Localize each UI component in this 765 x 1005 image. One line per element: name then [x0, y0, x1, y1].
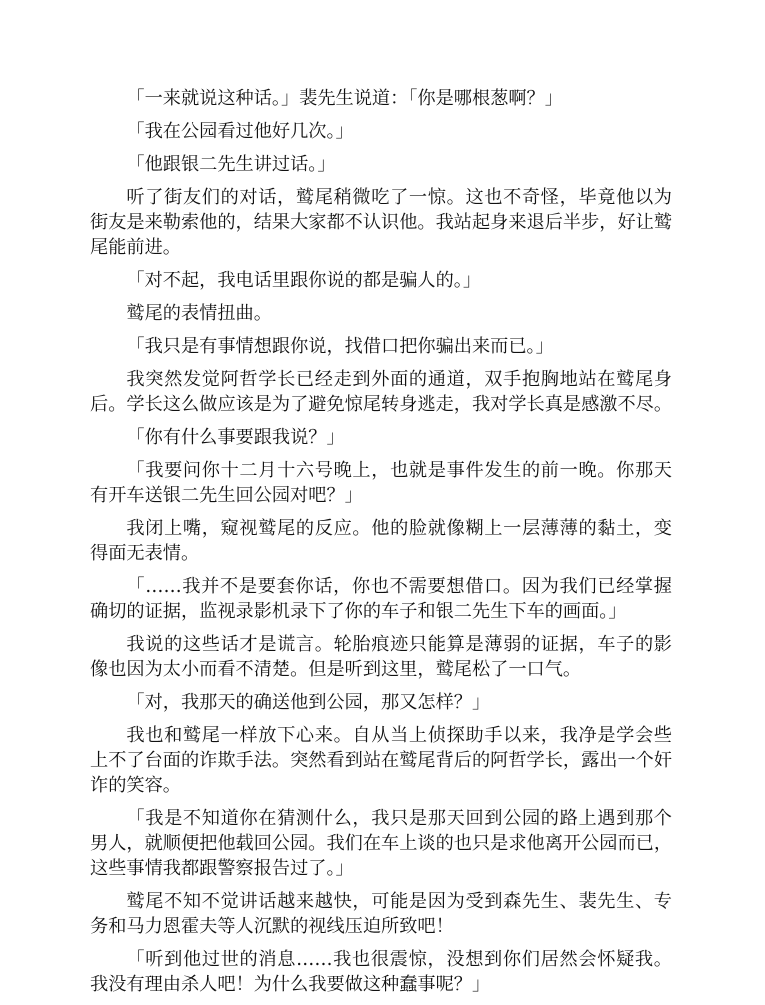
paragraph: 我也和鹫尾一样放下心来。自从当上侦探助手以来，我净是学会些上不了台面的诈欺手法。突然看到站在鹫尾背后的阿哲学长，露出一个奸诈的笑容。	[90, 725, 673, 796]
paragraph: 「对，我那天的确送他到公园，那又怎样？」	[126, 692, 491, 713]
paragraph: 「我在公园看过他好几次。」	[126, 121, 354, 142]
paragraph: 「他跟银二先生讲过话。」	[126, 154, 336, 175]
paragraph: 「我只是有事情想跟你说，找借口把你骗出来而已。」	[126, 336, 554, 357]
paragraph: 鹫尾的表情扭曲。	[126, 303, 272, 324]
paragraph: 「……我并不是要套你话，你也不需要想借口。因为我们已经掌握确切的证据，监视录影机录下了你的车子和银二先生下车的画面。」	[90, 576, 672, 622]
paragraph: 「你有什么事要跟我说？」	[126, 427, 345, 448]
paragraph: 「对不起，我电话里跟你说的都是骗人的。」	[126, 270, 482, 291]
paragraph: 我说的这些话才是谎言。轮胎痕迹只能算是薄弱的证据，车子的影像也因为太小而看不清楚。但是听到这里，鹫尾松了一口气。	[90, 634, 672, 680]
paragraph: 我突然发觉阿哲学长已经走到外面的通道，双手抱胸地站在鹫尾身后。学长这么做应该是为了避免惊尾转身逃走，我对学长真是感激不尽。	[90, 369, 673, 415]
paragraph: 「一来就说这种话。」裴先生说道：「你是哪根葱啊？」	[126, 88, 563, 109]
paragraph: 「我要问你十二月十六号晚上，也就是事件发生的前一晚。你那天有开车送银二先生回公园对吧？」	[90, 460, 672, 506]
paragraph: 我闭上嘴，窥视鹫尾的反应。他的脸就像糊上一层薄薄的黏土，变得面无表情。	[90, 518, 672, 564]
document-page	[90, 86, 672, 1005]
paragraph: 听了街友们的对话，鹫尾稍微吃了一惊。这也不奇怪，毕竟他以为街友是来勒索他的，结果大家都不认识他。我站起身来退后半步，好让鹫尾能前进。	[90, 187, 673, 258]
paragraph: 「我是不知道你在猜测什么，我只是那天回到公园的路上遇到那个男人，就顺便把他载回公园。我们在车上谈的也只是求他离开公园而已，这些事情我都跟警察报告过了。」	[90, 808, 673, 879]
paragraph: 「听到他过世的消息……我也很震惊，没想到你们居然会怀疑我。我没有理由杀人吧！为什么我要做这种蠢事呢？」	[90, 949, 672, 995]
paragraph: 鹫尾不知不觉讲话越来越快，可能是因为受到森先生、裴先生、专务和马力恩霍夫等人沉默的视线压迫所致吧！	[90, 891, 672, 937]
